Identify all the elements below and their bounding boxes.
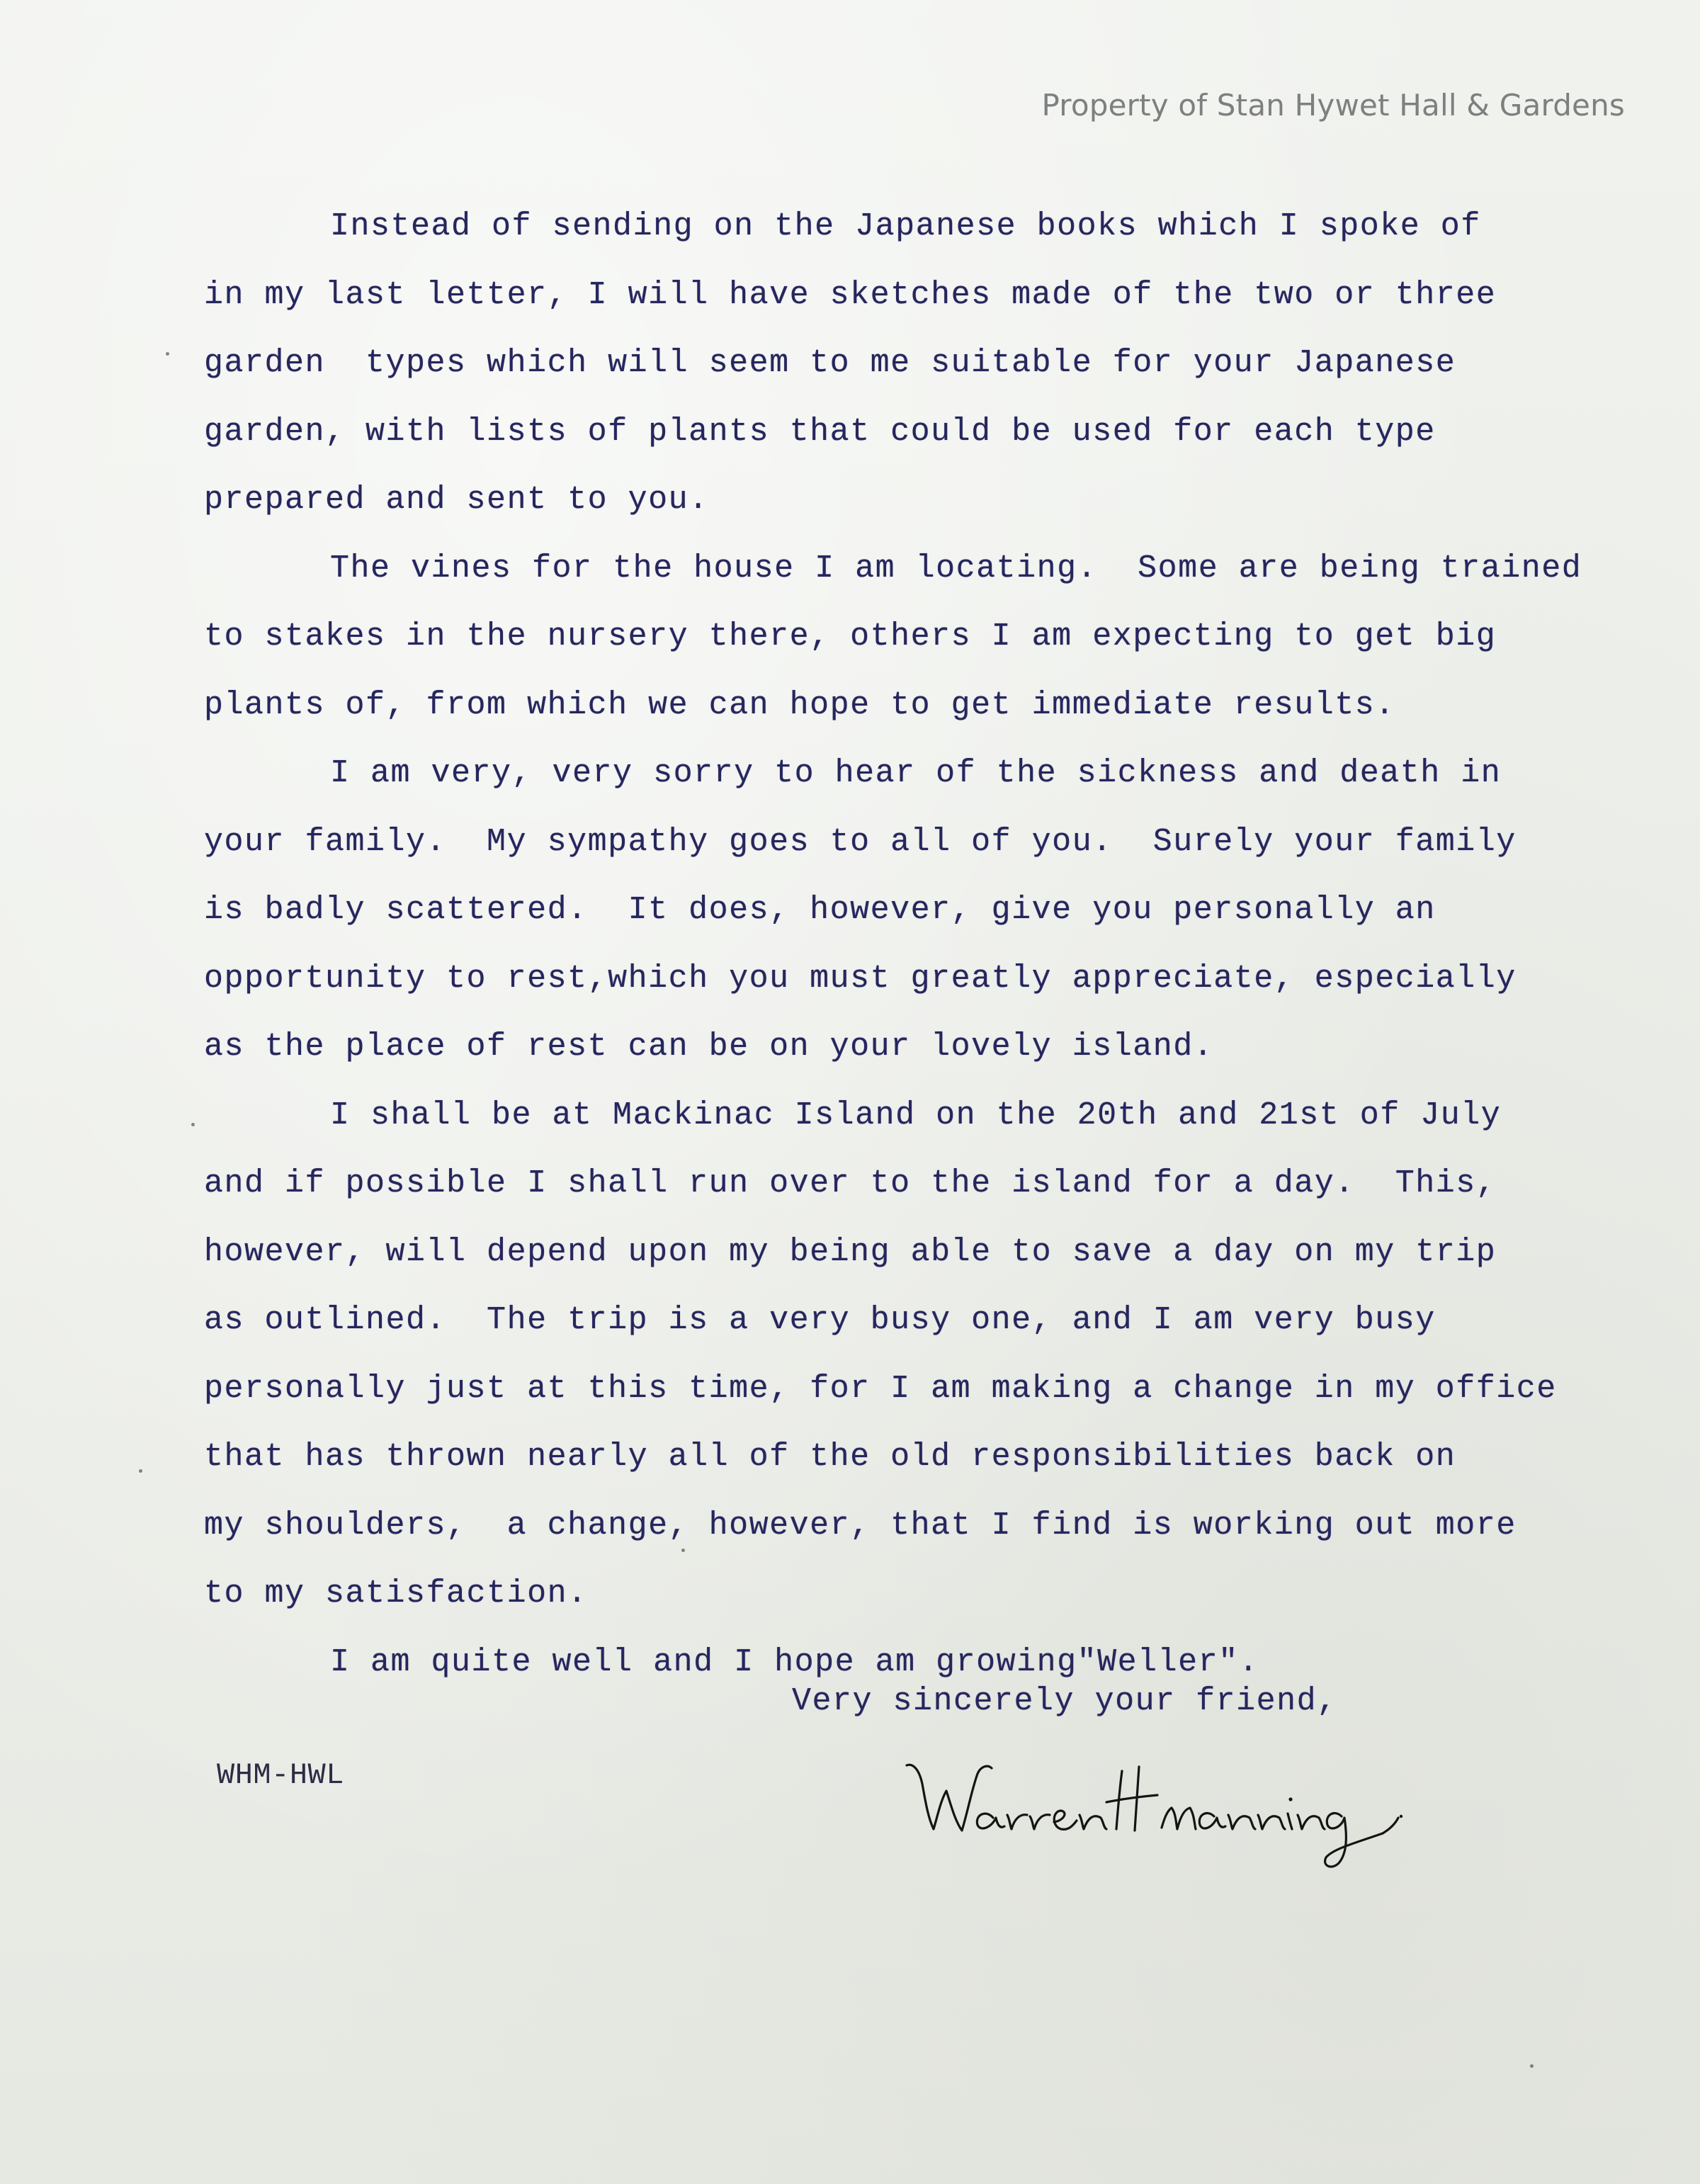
body-line: garden, with lists of plants that could be used for each type [204, 413, 1436, 450]
body-line: Instead of sending on the Japanese books which I spoke of [330, 208, 1481, 244]
body-line: is badly scattered. It does, however, give you personally an [204, 892, 1436, 928]
closing-salutation: Very sincerely your friend, [792, 1683, 1337, 1719]
reference-initials: WHM-HWL [217, 1758, 344, 1792]
body-line: as the place of rest can be on your lovely island. [204, 1029, 1214, 1065]
body-line: I shall be at Mackinac Island on the 20th and 21st of July [330, 1097, 1502, 1133]
paragraph-sympathy [204, 740, 1621, 1082]
body-line: my shoulders, a change, however, that I find is working out more [204, 1507, 1517, 1544]
paragraph-vines [204, 535, 1621, 740]
body-line: to my satisfaction. [204, 1575, 588, 1612]
paper-speck [139, 1469, 142, 1473]
body-line: plants of, from which we can hope to get immediate results. [204, 686, 1395, 723]
body-line: opportunity to rest,which you must greatly appreciate, especially [204, 960, 1517, 997]
body-line: that has thrown nearly all of the old responsibilities back on [204, 1439, 1456, 1475]
body-line: I am very, very sorry to hear of the sickness and death in [330, 755, 1502, 791]
body-line: The vines for the house I am locating. Some are being trained [330, 550, 1582, 587]
body-line: personally just at this time, for I am making a change in my office [204, 1370, 1557, 1407]
paragraph-japanese-garden [204, 193, 1621, 535]
body-line: I am quite well and I hope am growing"Weller". [330, 1643, 1259, 1680]
body-line: in my last letter, I will have sketches made of the two or three [204, 276, 1497, 313]
body-line: garden types which will seem to me suitable for your Japanese [204, 345, 1456, 381]
paper-speck [1530, 2064, 1534, 2068]
body-line: to stakes in the nursery there, others I am expecting to get big [204, 618, 1497, 655]
watermark-text: Property of Stan Hywet Hall & Gardens [1041, 88, 1625, 123]
body-line: prepared and sent to you. [204, 482, 709, 518]
body-line: your family. My sympathy goes to all of you. Surely your family [204, 823, 1517, 860]
body-line: and if possible I shall run over to the island for a day. This, [204, 1165, 1497, 1201]
paper-speck [191, 1123, 195, 1126]
paragraph-mackinac [204, 1082, 1621, 1629]
body-line: however, will depend upon my being able to save a day on my trip [204, 1233, 1497, 1270]
body-line: as outlined. The trip is a very busy one, and I am very busy [204, 1302, 1436, 1338]
handwritten-signature [894, 1750, 1461, 1877]
paper-speck [166, 352, 169, 356]
paper-speck [681, 1549, 685, 1552]
letter-body [204, 193, 1621, 1697]
